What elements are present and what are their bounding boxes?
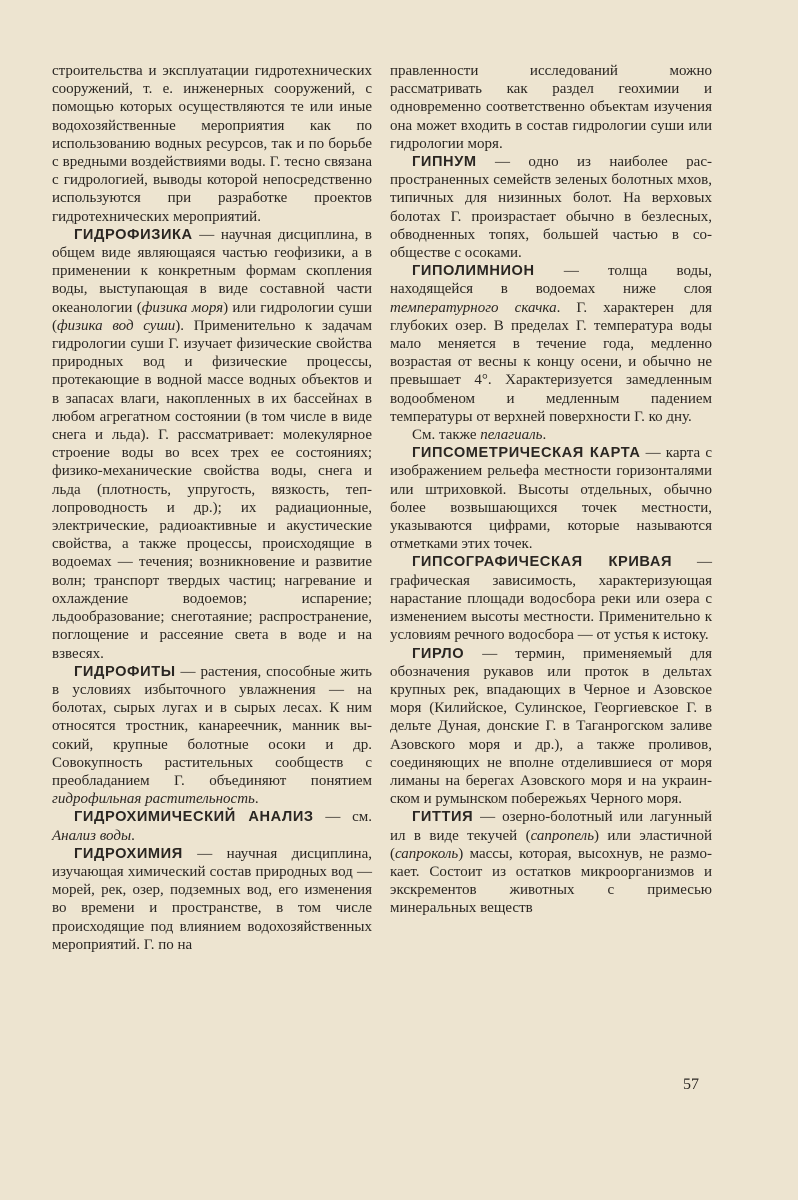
cross-reference: физика вод суши [57, 317, 176, 334]
headword: ГИПСОГРАФИЧЕСКАЯ КРИВАЯ [412, 554, 673, 571]
entry-gidrokhimicheskiy-analiz [52, 808, 372, 844]
entry-text: ) или эластичной ( [390, 827, 712, 862]
entry-gipolimnion [390, 262, 712, 426]
headword: ГИПОЛИМНИОН [412, 263, 535, 280]
entry-text: — карта с изображением рельефа местности горизонталями или штриховкой. Высоты отдельных, обычно более возвышающихся точек местности, указываются цифрами, которые называются отметками этих точек. [390, 445, 712, 553]
headword: ГИДРОФИТЫ [74, 663, 176, 680]
entry-text: — одно из наиболее распространенных семейств зеленых болотных мхов, типичных для низинных болот. На верховых болотах Г. произрастает обычно в безлесных, обводненных топях, большей частью в сообществе с осоками. [390, 154, 712, 262]
entry-gidrofity [52, 663, 372, 809]
entry-text: — толща воды, находящейся в водоемах ниже слоя [390, 263, 712, 298]
entry-gittiya [390, 808, 712, 917]
see-also-line [390, 426, 712, 444]
entry-text: ) массы, которая, высохнув, не размокает. Состоит из остатков микроорганизмов и экскрементов животных с примесью минеральных веществ [390, 845, 712, 917]
entry-text: ). Применительно к задачам гидрологии суши Г. изучает физические свойства природных вод и физические процессы, протекающие в водной массе водных объектов и в запасах влаги, накопленных в их бассейнах в любом агрегатном состоянии (в том числе в виде снега и льда). Г. рассматривает: молекулярное строение воды во всех трех ее состояниях; физико-механические свойства воды, снега и льда (плотность, упругость, вязкость, теплопроводность и др.); их радиационные, электрические, радиоактивные и акустические свойства, а также процессы, происходящие в водоемах — течения; возникновение и развитие волн; транспорт твердых частиц; нагревание и охлаждение водоемов; испарение; льдообразование; снеготаяние; распространение, поглощение и рассеяние света в воде и на взвесях. [52, 317, 372, 662]
continued-entry-text: правленности исследований можно рассматривать как раздел геохимии и одновременно соответственно объектам изучения она может входить в состав гидрологии суши или гидрологии моря. [390, 63, 712, 152]
entry-text: . Г. характерен для глубоких озер. В пределах Г. температура воды мало меняется в течение года, медленно возрастая от весны к концу осени, и обычно не превышает 4°. Характеризуется замедленным водообменом и медленным падением температуры от верхней поверхности Г. ко дну. [390, 299, 712, 425]
entry-gidrokhimiya [52, 845, 372, 954]
cross-reference: сапропель [530, 827, 595, 844]
entry-text: — научная дисциплина, изучающая химический состав природных вод — морей, рек, озер, подземных вод, его изменения во времени и пространстве, в том числе происходящие под влиянием водохозяйственных мероприятий. Г. по на [52, 845, 372, 953]
entry-text: — озерно-болотный или лагунный ил в виде текучей ( [390, 809, 712, 844]
entry-girlo [390, 645, 712, 809]
headword: ГИТТИЯ [412, 809, 474, 826]
headword: ГИДРОХИМИЯ [74, 845, 183, 862]
entry-text: . [254, 791, 259, 808]
entry-text: . [131, 827, 135, 844]
page-number: 57 [683, 1076, 699, 1093]
continued-entry-text: строительства и эксплуатации гидротехнических сооружений, т. е. инженерных сооружений, с помощью которых осуществляются те или иные водохозяйственные мероприятия как по использованию водных ресурсов, так и по борьбе с вредными воздействиями воды. Г. тесно связана с гидрологией, выводы которой непосредственно используются при разработке проектов гидротехнических мероприятий. [52, 63, 372, 225]
entry-text: — см. [313, 809, 372, 826]
left-column [52, 62, 372, 954]
entry-text: — растения, способные жить в условиях избыточного увлажнения — на болотах, сырых лугах и в сырых лесах. К ним относятся тростник, канареечник, манник высокий, крупные болотные осоки и др. Совокупность растительных сообществ с преобладанием Г. объединяют понятием [52, 663, 372, 789]
headword: ГИДРОХИМИЧЕСКИЙ АНАЛИЗ [74, 809, 314, 826]
entry-text: — графическая зависимость, характеризующая нарастание площади водосбора реки или озера с изменением высоты местности. Применительно к условиям речного водосбора — от устья к истоку. [390, 554, 712, 644]
headword: ГИПНУМ [412, 154, 477, 171]
entry-gidrofizika [52, 226, 372, 663]
entry-text: — научная дисциплина, в общем виде являющаяся частью геофизики, а в применении к конкретным формам скопления воды, выступающая в виде составной части океанологии ( [52, 226, 372, 316]
cross-reference: пелагиаль [480, 427, 543, 444]
entry-text: ) или гидрологии суши ( [52, 299, 372, 334]
entry-gipsometricheskaya-karta [390, 444, 712, 553]
cross-reference: сапроколь [395, 845, 459, 862]
entry-gipsograficheskaya-krivaya [390, 553, 712, 644]
entry-text: — термин, применяемый для обозначения рукавов или проток в дельтах крупных рек, впадающих в Черное и Азовское моря (Килийское, Сулинское, Георгиевское Г. в дельте Дуная, донские Г. в Таганрогском заливе Азовского моря и др.), а также проливов, соединяющих не вполне отделившиеся от моря лиманы на берегах Азовского моря и на украинском и румынском побережьях Черного моря. [390, 645, 712, 808]
entry-gipnum [390, 153, 712, 262]
cross-reference: физика моря [141, 299, 224, 316]
right-column [390, 62, 712, 918]
headword: ГИПСОМЕТРИЧЕСКАЯ КАРТА [412, 445, 641, 462]
headword: ГИРЛО [412, 645, 465, 662]
cross-reference: температурного скачка [390, 299, 557, 316]
cross-reference: гидрофильная растительность [52, 791, 255, 808]
headword: ГИДРОФИЗИКА [74, 226, 193, 243]
see-also-end: . [542, 427, 547, 444]
see-also-text: См. также [412, 427, 481, 444]
cross-reference: Анализ воды [52, 827, 132, 844]
